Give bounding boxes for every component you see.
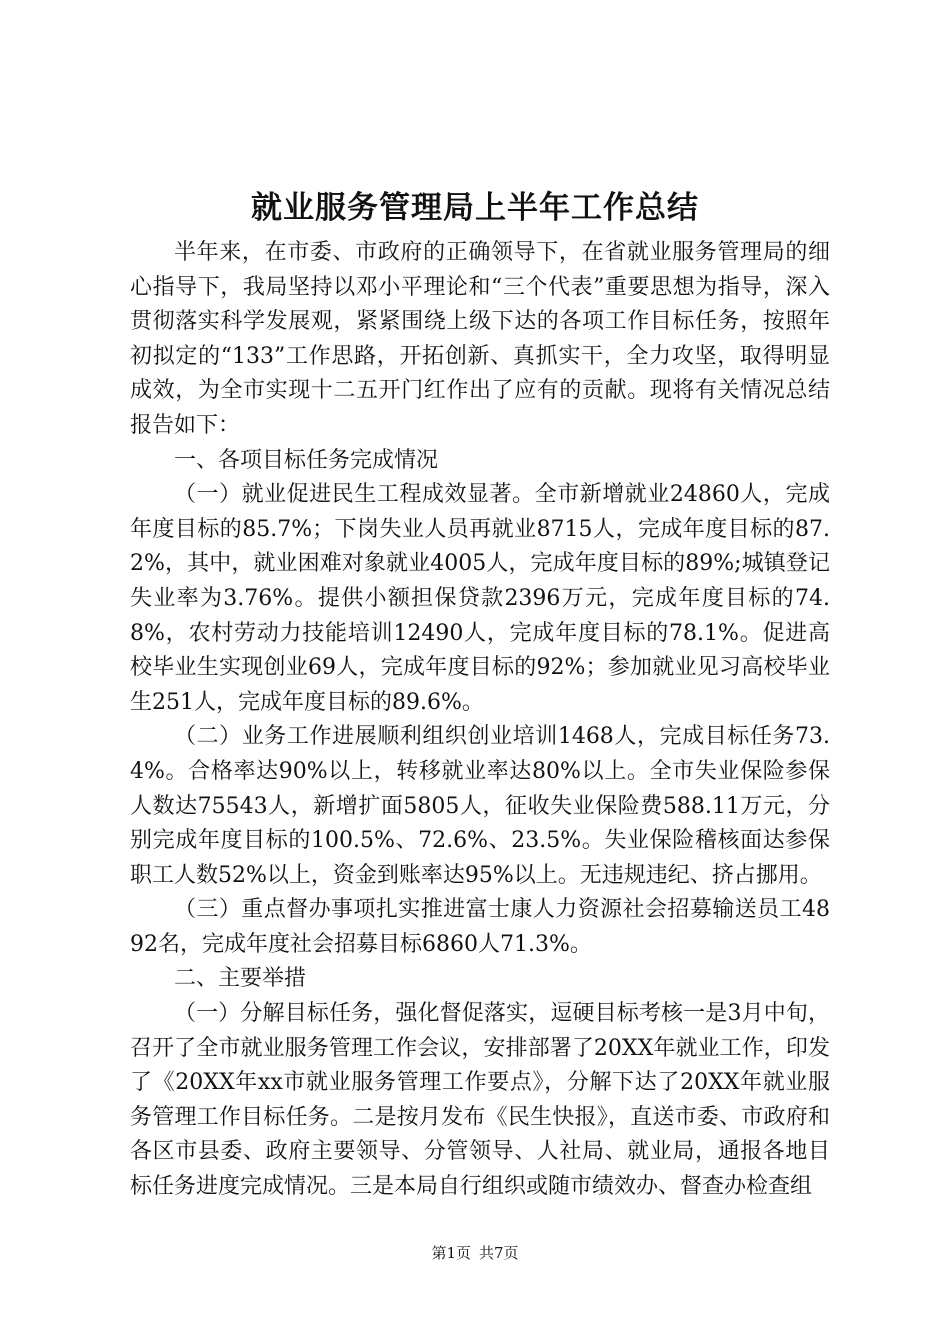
section-heading-1: 一、各项目标任务完成情况 [174, 447, 439, 473]
page-number-current: 第1页 [431, 1244, 471, 1262]
paragraph-business-work: （二）业务工作进展顺利组织创业培训1468人，完成目标任务73.4%。合格率达90%以上，转移就业率达80%以上。全市失业保险参保人数达75543人，新增扩面5805人，征收失业保险费588.11万元，分别完成年度目标的100.5%、72.6%、23.5%。失业保险稽核面达参保职工人数52%以上，资金到账率达95%以上。无违规违纪、挤占挪用。 [130, 724, 830, 888]
page-footer [0, 1243, 950, 1263]
document-body [130, 236, 830, 1205]
page-number-total: 共7页 [479, 1244, 519, 1262]
document-title: 就业服务管理局上半年工作总结 [251, 190, 699, 226]
section-heading-2: 二、主要举措 [174, 966, 307, 992]
paragraph-intro: 半年来，在市委、市政府的正确领导下，在省就业服务管理局的细心指导下，我局坚持以邓小平理论和“三个代表”重要思想为指导，深入贯彻落实科学发展观，紧紧围绕上级下达的各项工作目标任务，按照年初拟定的“133”工作思路，开拓创新、真抓实干，全力攻坚，取得明显成效，为全市实现十二五开门红作出了应有的贡献。现将有关情况总结报告如下： [130, 240, 830, 438]
paragraph-key-supervision: （三）重点督办事项扎实推进富士康人力资源社会招募输送员工4892名，完成年度社会招募目标6860人71.3%。 [130, 897, 830, 957]
paragraph-target-decomposition: （一）分解目标任务，强化督促落实，逗硬目标考核一是3月中旬，召开了全市就业服务管理工作会议，安排部署了20XX年就业工作，印发了《20XX年xx市就业服务管理工作要点》，分解下达了20XX年就业服务管理工作目标任务。二是按月发布《民生快报》，直送市委、市政府和各区市县委、政府主要领导、分管领导、人社局、就业局，通报各地目标任务进度完成情况。三是本局自行组织或随市绩效办、督查办检查组 [130, 1001, 830, 1200]
paragraph-employment-promotion: （一）就业促进民生工程成效显著。全市新增就业24860人，完成年度目标的85.7%；下岗失业人员再就业8715人，完成年度目标的87.2%，其中，就业困难对象就业4005人，完成年度目标的89%;城镇登记失业率为3.76%。提供小额担保贷款2396万元，完成年度目标的74.8%，农村劳动力技能培训12490人，完成年度目标的78.1%。促进高校毕业生实现创业69人，完成年度目标的92%；参加就业见习高校毕业生251人，完成年度目标的89.6%。 [130, 482, 830, 715]
